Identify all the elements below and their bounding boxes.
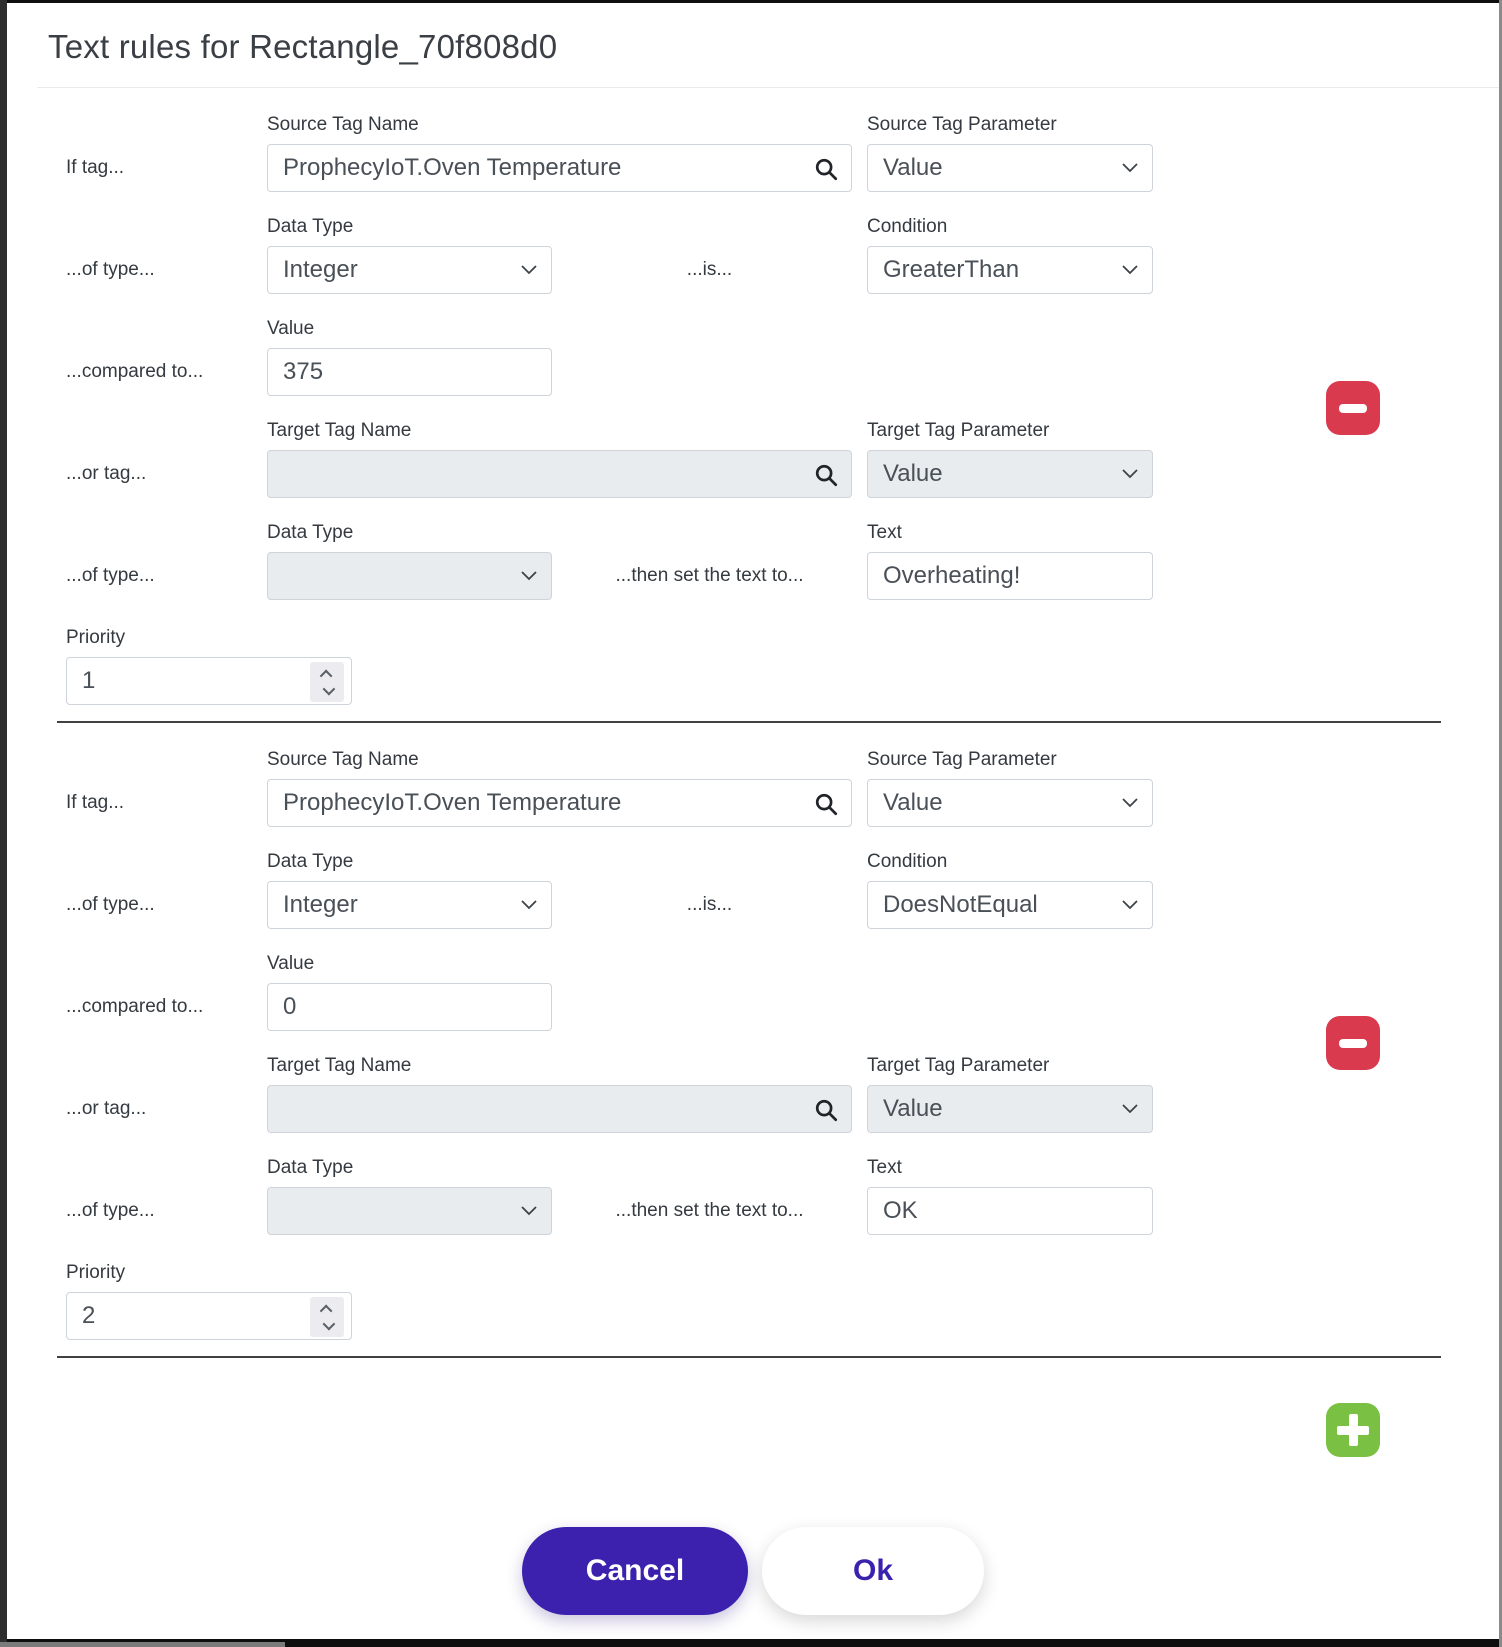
condition-value: DoesNotEqual	[883, 891, 1038, 918]
target-tag-name-label: Target Tag Name	[267, 420, 412, 441]
source-tag-parameter-label: Source Tag Parameter	[867, 749, 1057, 770]
cancel-button[interactable]: Cancel	[522, 1527, 748, 1615]
target-tag-parameter-value: Value	[883, 460, 943, 487]
number-spinner	[310, 662, 344, 702]
of-type-label: ...of type...	[66, 894, 155, 915]
compare-value-input[interactable]	[268, 349, 551, 395]
priority-label: Priority	[66, 1262, 126, 1283]
target-tag-name-field	[267, 450, 852, 498]
target-data-type-select[interactable]	[267, 552, 552, 600]
condition-select[interactable]	[867, 881, 1153, 929]
condition-value: GreaterThan	[883, 256, 1020, 283]
then-set-text-label: ...then set the text to...	[615, 565, 804, 586]
source-tag-name-field	[267, 144, 852, 192]
if-tag-label: If tag...	[66, 157, 125, 178]
data-type-select[interactable]	[267, 881, 552, 929]
chevron-down-icon	[521, 1206, 537, 1216]
priority-field	[66, 1292, 352, 1340]
target-data-type-select[interactable]	[267, 1187, 552, 1235]
chevron-down-icon	[1122, 163, 1138, 173]
compare-value-field	[267, 348, 552, 396]
compare-value-field	[267, 983, 552, 1031]
of-type-label: ...of type...	[66, 1200, 155, 1221]
target-tag-parameter-select[interactable]	[867, 450, 1153, 498]
text-input[interactable]	[868, 553, 1152, 599]
compare-value-input[interactable]	[268, 984, 551, 1030]
is-label: ...is...	[686, 259, 733, 280]
chevron-down-icon	[1122, 469, 1138, 479]
remove-rule-button[interactable]	[1326, 381, 1380, 435]
source-tag-name-input[interactable]	[268, 145, 851, 191]
target-tag-name-input[interactable]	[268, 451, 851, 497]
data-type-value: Integer	[283, 891, 358, 918]
source-tag-name-label: Source Tag Name	[267, 749, 419, 770]
chevron-down-icon	[521, 265, 537, 275]
chevron-down-icon	[1122, 900, 1138, 910]
search-icon[interactable]	[813, 791, 839, 817]
ok-button[interactable]: Ok	[762, 1527, 984, 1615]
spinner-up-icon[interactable]	[319, 1304, 332, 1317]
text-input[interactable]	[868, 1188, 1152, 1234]
text-label: Text	[867, 522, 902, 543]
spinner-down-icon[interactable]	[322, 682, 335, 695]
text-field	[867, 552, 1153, 600]
is-label: ...is...	[686, 894, 733, 915]
dialog-title: Text rules for Rectangle_70f808d0	[48, 28, 558, 65]
condition-label: Condition	[867, 851, 948, 872]
target-tag-name-field	[267, 1085, 852, 1133]
priority-input[interactable]	[67, 658, 351, 704]
or-tag-label: ...or tag...	[66, 463, 147, 484]
target-tag-name-input[interactable]	[268, 1086, 851, 1132]
source-tag-name-input[interactable]	[268, 780, 851, 826]
value-label: Value	[267, 318, 315, 339]
data-type-label: Data Type	[267, 216, 354, 237]
target-tag-parameter-select[interactable]	[867, 1085, 1153, 1133]
spinner-down-icon[interactable]	[322, 1317, 335, 1330]
source-tag-parameter-value: Value	[883, 789, 943, 816]
compared-to-label: ...compared to...	[66, 996, 204, 1017]
chevron-down-icon	[521, 571, 537, 581]
number-spinner	[310, 1297, 344, 1337]
plus-icon	[1337, 1426, 1369, 1435]
of-type-label: ...of type...	[66, 259, 155, 280]
priority-field	[66, 657, 352, 705]
chevron-down-icon	[1122, 265, 1138, 275]
target-tag-parameter-label: Target Tag Parameter	[867, 1055, 1050, 1076]
if-tag-label: If tag...	[66, 792, 125, 813]
of-type-label: ...of type...	[66, 565, 155, 586]
data-type-value: Integer	[283, 256, 358, 283]
data-type-select[interactable]	[267, 246, 552, 294]
source-tag-parameter-label: Source Tag Parameter	[867, 114, 1057, 135]
target-tag-name-label: Target Tag Name	[267, 1055, 412, 1076]
chevron-down-icon	[1122, 798, 1138, 808]
rule-block-2	[7, 723, 1499, 1356]
target-tag-parameter-value: Value	[883, 1095, 943, 1122]
background-app-left-edge	[0, 0, 7, 1647]
add-rule-button[interactable]	[1326, 1403, 1380, 1457]
source-tag-name-label: Source Tag Name	[267, 114, 419, 135]
priority-input[interactable]	[67, 1293, 351, 1339]
data-type-label: Data Type	[267, 851, 354, 872]
remove-rule-button[interactable]	[1326, 1016, 1380, 1070]
add-rule-row	[7, 1358, 1499, 1481]
source-tag-parameter-select[interactable]	[867, 144, 1153, 192]
chevron-down-icon	[521, 900, 537, 910]
chevron-down-icon	[1122, 1104, 1138, 1114]
or-tag-label: ...or tag...	[66, 1098, 147, 1119]
source-tag-parameter-select[interactable]	[867, 779, 1153, 827]
source-tag-name-field	[267, 779, 852, 827]
text-rules-dialog	[7, 3, 1499, 1639]
priority-label: Priority	[66, 627, 126, 648]
search-icon[interactable]	[813, 156, 839, 182]
search-icon[interactable]	[813, 1097, 839, 1123]
minus-icon	[1339, 404, 1367, 413]
data-type-label: Data Type	[267, 522, 354, 543]
rule-block-1	[7, 88, 1499, 721]
text-label: Text	[867, 1157, 902, 1178]
value-label: Value	[267, 953, 315, 974]
then-set-text-label: ...then set the text to...	[615, 1200, 804, 1221]
dialog-footer	[7, 1527, 1499, 1615]
compared-to-label: ...compared to...	[66, 361, 204, 382]
text-field	[867, 1187, 1153, 1235]
condition-select[interactable]	[867, 246, 1153, 294]
data-type-label: Data Type	[267, 1157, 354, 1178]
target-tag-parameter-label: Target Tag Parameter	[867, 420, 1050, 441]
source-tag-parameter-value: Value	[883, 154, 943, 181]
background-app-bottom-edge	[0, 1642, 285, 1647]
minus-icon	[1339, 1039, 1367, 1048]
spinner-up-icon[interactable]	[319, 669, 332, 682]
condition-label: Condition	[867, 216, 948, 237]
search-icon[interactable]	[813, 462, 839, 488]
